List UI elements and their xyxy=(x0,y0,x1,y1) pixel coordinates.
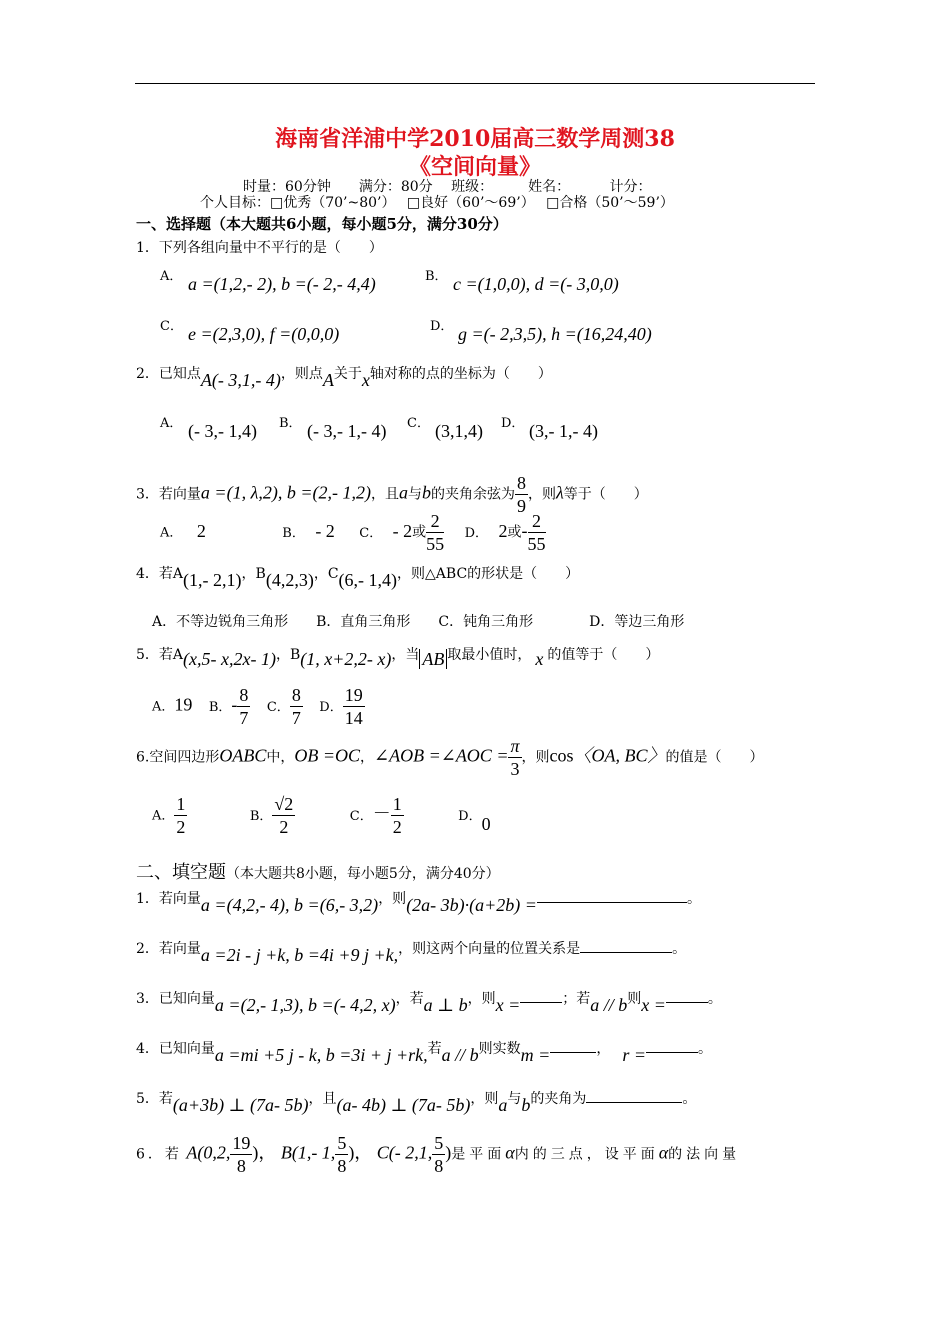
q1-a-label: A． xyxy=(160,269,183,284)
q5-stem: 5．若A(x,5- x,2x- 1)，B(1, x+2,2- x)，当 AB 取最小值时， x 的值等于（ ） xyxy=(136,647,660,669)
q2-option-b: (- 3,- 1,- 4) xyxy=(307,421,387,441)
q1-stem: 1．下列各组向量中不平行的是（ ） xyxy=(136,240,383,256)
f6-stem: 6．若 A(0,2, $\frac{19}{8}$ )， B(1,- 1, $\frac{5}{8}$ )， C(- 2,1, $\frac{5}{8}$ )是平面α内的三点，设平面α的法向量 xyxy=(136,1133,741,1176)
goal-line: 个人目标：□优秀（70’~80’） □良好（60’～69’） □合格（50’～59’） xyxy=(200,195,674,211)
q3-options: A． 2 B． - 2 C． - 2或 $\frac{2}{55}$ D． 2或- $\frac{2}{55}$ xyxy=(160,511,546,554)
f3-stem: 3．已知向量a =(2,- 1,3), b =(- 4,2, x)，若a ⊥ b，则x = ；若a // b则x = 。 xyxy=(136,991,722,1015)
q2-option-c: (3,1,4) xyxy=(435,421,483,441)
q4-options: A．不等边锐角三角形 B．直角三角形 C．钝角三角形 D．等边三角形 xyxy=(152,614,685,630)
section1-title: 一、选择题（本大题共6小题，每小题5分，满分30分） xyxy=(136,215,508,233)
q2-c-label: C． xyxy=(407,416,430,431)
q6-stem: 6.空间四边形OABC中，OB =OC，∠AOB =∠AOC = $\frac{\pi}{3}$ ，则cos〈OA, BC〉的值是（ ） xyxy=(136,736,764,779)
q1-option-a: a =(1,2,- 2), b =(- 2,- 4,4) xyxy=(188,274,376,294)
f1-stem: 1．若向量a =(4,2,- 4), b =(6,- 3,2)，则(2a- 3b)·(a+2b) = 。 xyxy=(136,891,701,915)
meta-line: 时量：60分钟 满分：80分 班级： 姓名： 计分： xyxy=(243,179,652,195)
q2-a-label: A． xyxy=(160,416,183,431)
q2-option-d: (3,- 1,- 4) xyxy=(529,421,598,441)
f4-stem: 4．已知向量a =mi +5 j - k, b =3i + j +rk,若a // b则实数m = ， r = 。 xyxy=(136,1041,712,1065)
q3-stem: 3．若向量a =(1, λ,2), b =(2,- 1,2)，且a与b的夹角余弦为 $\frac{8}{9}$ ，则λ等于（ ） xyxy=(136,473,648,516)
q5-options: A．19 B．- $\frac{8}{7}$ C． $\frac{8}{7}$ D． $\frac{19}{14}$ xyxy=(152,685,363,728)
q6-options: A． $\frac{1}{2}$ B． $\frac{√2}{2}$ C．－ $\frac{1}{2}$ D．0 xyxy=(152,794,491,837)
q2-d-label: D． xyxy=(501,416,525,431)
q3-fraction: $\frac{8}{9}$ xyxy=(516,473,526,516)
q1-option-b: c =(1,0,0), d =(- 3,0,0) xyxy=(453,274,619,294)
q1-d-label: D． xyxy=(430,319,454,334)
f4-answer-blank-m[interactable] xyxy=(550,1040,596,1053)
q2-stem: 2．已知点A(- 3,1,- 4)，则点A关于x轴对称的点的坐标为（ ） xyxy=(136,366,552,390)
q1-option-d: g =(- 2,3,5), h =(16,24,40) xyxy=(458,324,652,344)
f2-stem: 2．若向量a =2i - j +k, b =4i +9 j +k,，则这两个向量的位置关系是 。 xyxy=(136,941,687,965)
page-title: 海南省洋浦中学2010届高三数学周测38 xyxy=(275,126,675,152)
f4-answer-blank-r[interactable] xyxy=(646,1040,698,1053)
q1-option-c: e =(2,3,0), f =(0,0,0) xyxy=(188,324,340,344)
q1-b-label: B． xyxy=(425,269,448,284)
f3-answer-blank-1[interactable] xyxy=(520,990,562,1003)
f5-answer-blank[interactable] xyxy=(586,1090,682,1103)
q1-c-label: C． xyxy=(160,319,183,334)
f1-answer-blank[interactable] xyxy=(537,890,687,903)
q4-stem: 4．若A(1,- 2,1)，B(4,2,3)，C(6,- 1,4)，则△ABC的形状是（ ） xyxy=(136,566,580,590)
section2-title: 二、填空题（本大题共8小题，每小题5分，满分40分） xyxy=(136,862,500,883)
f2-answer-blank[interactable] xyxy=(580,940,672,953)
f3-answer-blank-2[interactable] xyxy=(666,990,708,1003)
q2-option-a: (- 3,- 1,4) xyxy=(188,421,257,441)
page-subtitle: 《空间向量》 xyxy=(408,154,541,180)
f5-stem: 5．若(a+3b) ⊥ (7a- 5b)，且(a- 4b) ⊥ (7a- 5b)，则a与b的夹角为 。 xyxy=(136,1091,697,1115)
q2-b-label: B． xyxy=(279,416,302,431)
top-rule xyxy=(135,83,815,84)
